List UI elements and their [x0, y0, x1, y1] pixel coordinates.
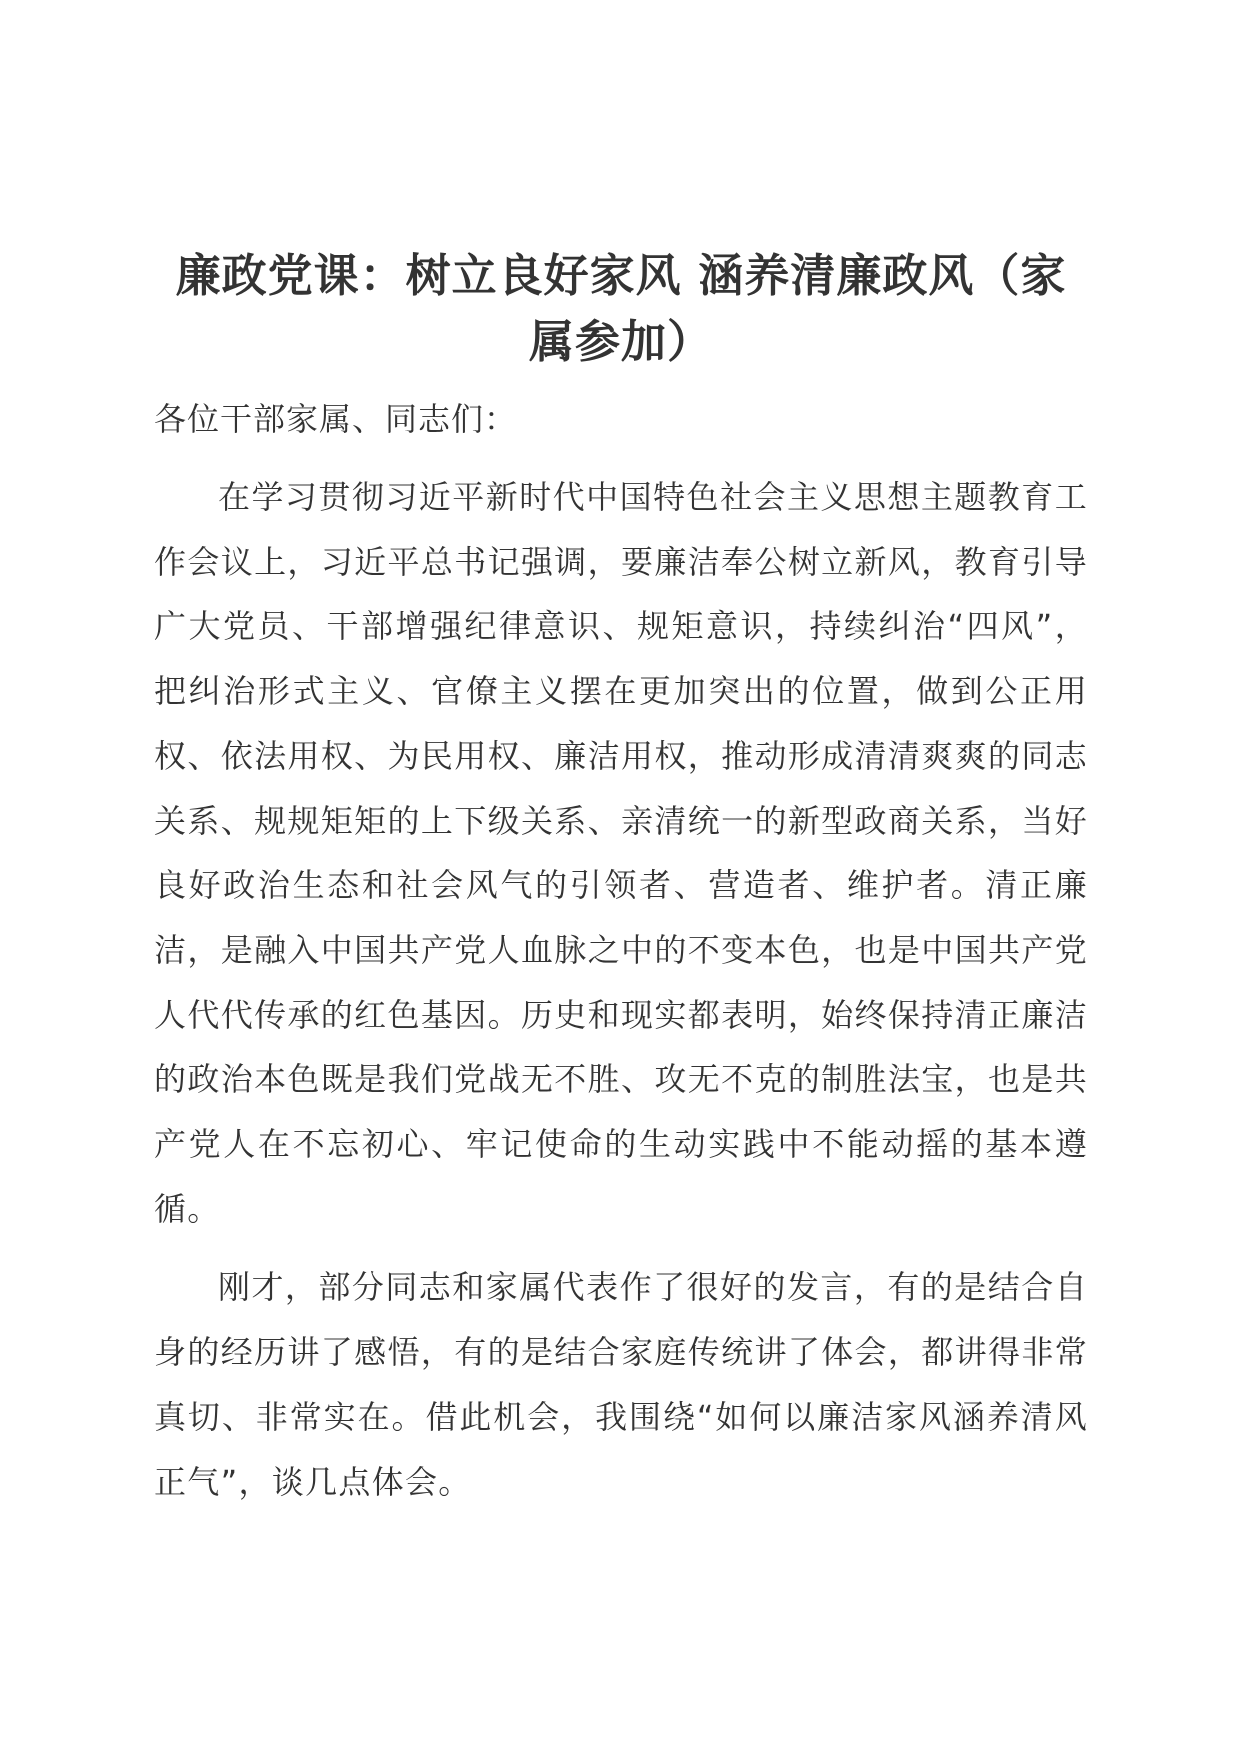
document-page [154, 243, 1088, 1683]
body-paragraph: 刚才，部分同志和家属代表作了很好的发言，有的是结合自身的经历讲了感悟，有的是结合家庭传统讲了体会，都讲得非常真切、非常实在。借此机会，我围绕“如何以廉洁家风涵养清风正气”，谈几点体会。 [154, 1268, 1088, 1501]
document-title: 廉政党课：树立良好家风 涵养清廉政风（家属参加） [175, 249, 1067, 368]
body-paragraph: 在学习贯彻习近平新时代中国特色社会主义思想主题教育工作会议上，习近平总书记强调，要廉洁奉公树立新风，教育引导广大党员、干部增强纪律意识、规矩意识，持续纠治“四风”，把纠治形式主义、官僚主义摆在更加突出的位置，做到公正用权、依法用权、为民用权、廉洁用权，推动形成清清爽爽的同志关系、规规矩矩的上下级关系、亲清统一的新型政商关系，当好良好政治生态和社会风气的引领者、营造者、维护者。清正廉洁，是融入中国共产党人血脉之中的不变本色，也是中国共产党人代代传承的红色基因。历史和现实都表明，始终保持清正廉洁的政治本色既是我们党战无不胜、攻无不克的制胜法宝，也是共产党人在不忘初心、牢记使命的生动实践中不能动摇的基本遵循。 [154, 478, 1088, 1228]
greeting: 各位干部家属、同志们： [154, 400, 518, 438]
